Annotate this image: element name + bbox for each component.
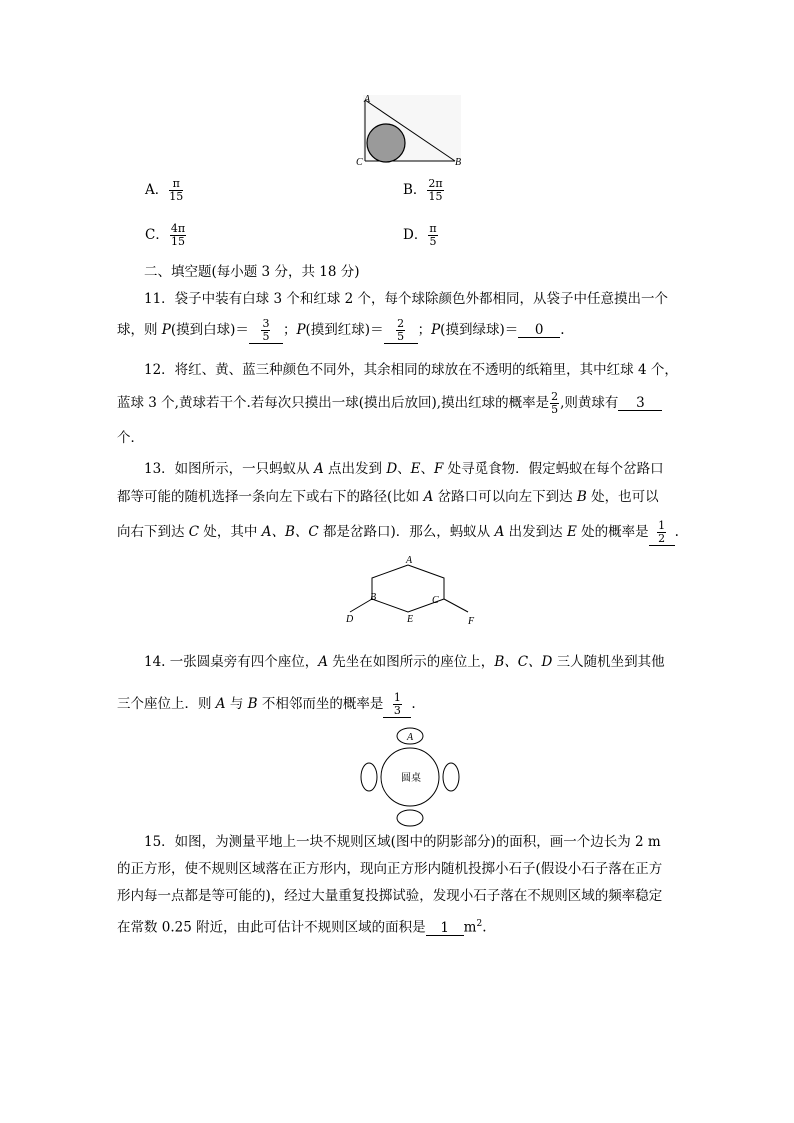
q13-line2 xyxy=(117,487,659,507)
denominator: 2 xyxy=(658,532,666,545)
q15-text: 在常数 0.25 附近，由此可估计不规则区域的面积是 xyxy=(117,919,426,936)
table-label: 圆桌 xyxy=(401,773,421,784)
denominator: 5 xyxy=(429,235,437,248)
q15-answer: 1 xyxy=(426,921,464,936)
numerator: 3 xyxy=(262,317,270,330)
choice-b xyxy=(403,178,445,203)
var-e: E xyxy=(566,524,577,540)
choice-a xyxy=(145,178,184,203)
q13-text: 都是岔路口)．那么，蚂蚁从 xyxy=(318,524,495,540)
q14-text: 三人随机坐到其他 xyxy=(552,654,665,670)
choice-c xyxy=(145,223,187,248)
q12-answer: 3 xyxy=(618,396,662,411)
denominator: 3 xyxy=(393,704,401,717)
q11-answer-1 xyxy=(249,318,283,344)
numerator: 2π xyxy=(428,177,443,190)
denominator: 5 xyxy=(397,330,405,343)
q11-p: P xyxy=(296,322,306,338)
numerator: 4π xyxy=(170,222,186,235)
q14-text: 14. 一张圆桌旁有四个座位， xyxy=(144,654,319,670)
choice-d xyxy=(403,223,439,248)
q11-answer-2 xyxy=(384,318,418,344)
var-bcd: B、C、D xyxy=(494,654,553,670)
q13-text: 处的概率是 xyxy=(576,524,649,540)
q11-text: 球，则 xyxy=(117,322,162,338)
q13-text: 处寻觅食物．假定蚂蚁在每个岔路口 xyxy=(443,461,664,477)
numerator: π xyxy=(169,178,183,191)
q15-line4 xyxy=(117,914,486,938)
fraction xyxy=(428,223,437,248)
q14-text: 与 xyxy=(225,696,248,712)
q15-text: . xyxy=(482,919,487,936)
q13-text: 13．如图所示，一只蚂蚁从 xyxy=(144,461,314,477)
q13-text: 点出发到 xyxy=(323,461,387,477)
choice-letter: D． xyxy=(403,227,428,243)
q13-text: 、 xyxy=(397,461,411,477)
fraction xyxy=(427,178,443,203)
var-c: C xyxy=(188,524,200,540)
q13-line3 xyxy=(117,520,679,546)
triangle-circle-figure xyxy=(355,90,470,170)
q11-text: ； xyxy=(282,322,297,338)
denominator: 5 xyxy=(551,403,559,416)
q13-text: 出发到达 xyxy=(504,524,567,540)
denominator: 15 xyxy=(428,190,443,203)
q14-text: . xyxy=(411,696,416,712)
label-e: E xyxy=(407,614,414,625)
var-a: A xyxy=(318,654,329,670)
label-d: D xyxy=(346,614,354,625)
ant-path-figure xyxy=(340,553,480,628)
q12-line3: 个． xyxy=(117,430,144,446)
numerator: 1 xyxy=(393,691,401,704)
q11-text: ； xyxy=(417,322,432,338)
label-c: C xyxy=(432,595,439,606)
q11-p: P xyxy=(161,322,171,338)
numerator: π xyxy=(429,222,437,235)
q12-text: ,则黄球有 xyxy=(560,395,619,411)
q12-line1: 12．将红、黄、蓝三种颜色不同外，其余相同的球放在不透明的纸箱里，其中红球 4 个， xyxy=(144,362,678,378)
choice-letter: B． xyxy=(403,182,427,198)
q13-line1 xyxy=(144,459,664,479)
denominator: 15 xyxy=(170,235,185,248)
numerator: 2 xyxy=(397,317,405,330)
var-abc: A、B、C xyxy=(261,524,319,540)
var-a: A xyxy=(494,524,505,540)
q11-answer-3: 0 xyxy=(518,323,560,338)
label-a: A xyxy=(364,94,371,105)
denominator: 5 xyxy=(262,330,270,343)
choice-letter: A． xyxy=(145,182,169,198)
label-b: B xyxy=(455,157,462,168)
q13-text: 向右下到达 xyxy=(117,524,189,540)
q14-line1 xyxy=(144,652,665,672)
q13-text: 都等可能的随机选择一条向左下或右下的路径(比如 xyxy=(117,489,424,505)
label-b: B xyxy=(370,592,377,603)
var-b: B xyxy=(247,696,258,712)
choice-letter: C． xyxy=(145,227,169,243)
var-f: F xyxy=(434,461,444,477)
q13-answer xyxy=(649,520,675,546)
q11-line1: 11．袋子中装有白球 3 个和红球 2 个，每个球除颜色外都相同，从袋子中任意摸出一个 xyxy=(144,291,669,307)
q14-text: 三个座位上．则 xyxy=(117,696,216,712)
var-b: B xyxy=(576,489,587,505)
q11-p: P xyxy=(431,322,441,338)
label-f: F xyxy=(468,616,475,627)
q13-text: . xyxy=(674,524,679,540)
var-a: A xyxy=(215,696,226,712)
seat-a-label: A xyxy=(407,732,414,743)
q11-text: . xyxy=(560,322,565,338)
q14-text: 不相邻而坐的概率是 xyxy=(257,696,384,712)
q11-line2 xyxy=(117,318,565,344)
denominator: 15 xyxy=(169,190,184,203)
q15-unit-exponent: 2 xyxy=(476,919,483,929)
var-d: D xyxy=(386,461,398,477)
var-e: E xyxy=(410,461,421,477)
numerator: 1 xyxy=(658,519,666,532)
q12-text: 蓝球 3 个,黄球若干个.若每次只摸出一球(摸出后放回),摸出红球的概率是 xyxy=(117,395,550,411)
q11-text: (摸到绿球)＝ xyxy=(440,322,519,338)
q13-text: 岔路口可以向左下到达 xyxy=(433,489,577,505)
q14-text: 先坐在如图所示的座位上， xyxy=(328,654,495,670)
q13-text: 、 xyxy=(420,461,435,477)
q14-line2 xyxy=(117,692,416,718)
round-table-figure xyxy=(355,722,465,832)
label-a: A xyxy=(406,555,413,566)
q15-unit: m xyxy=(463,919,477,936)
fraction xyxy=(170,223,186,248)
q15-line3: 形内每一点都是等可能的)，经过大量重复投掷试验，发现小石子落在不规则区域的频率稳定 xyxy=(117,888,663,904)
q11-text: (摸到红球)＝ xyxy=(305,322,384,338)
q15-line1: 15．如图，为测量平地上一块不规则区域(图中的阴影部分)的面积，画一个边长为 2 m xyxy=(144,834,661,850)
section-heading: 二、填空题(每小题 3 分，共 18 分) xyxy=(144,264,360,280)
fraction xyxy=(169,178,183,203)
var-a: A xyxy=(423,489,434,505)
numerator: 2 xyxy=(551,390,559,403)
q12-line2 xyxy=(117,391,662,416)
q14-answer xyxy=(383,692,411,718)
q13-text: 处，其中 xyxy=(199,524,262,540)
q15-line2: 的正方形，使不规则区域落在正方形内，现向正方形内随机投掷小石子(假设小石子落在正方 xyxy=(117,861,663,877)
q13-text: 处，也可以 xyxy=(586,489,659,505)
label-c: C xyxy=(356,157,363,168)
q11-text: (摸到白球)＝ xyxy=(170,322,249,338)
var-a: A xyxy=(313,461,324,477)
